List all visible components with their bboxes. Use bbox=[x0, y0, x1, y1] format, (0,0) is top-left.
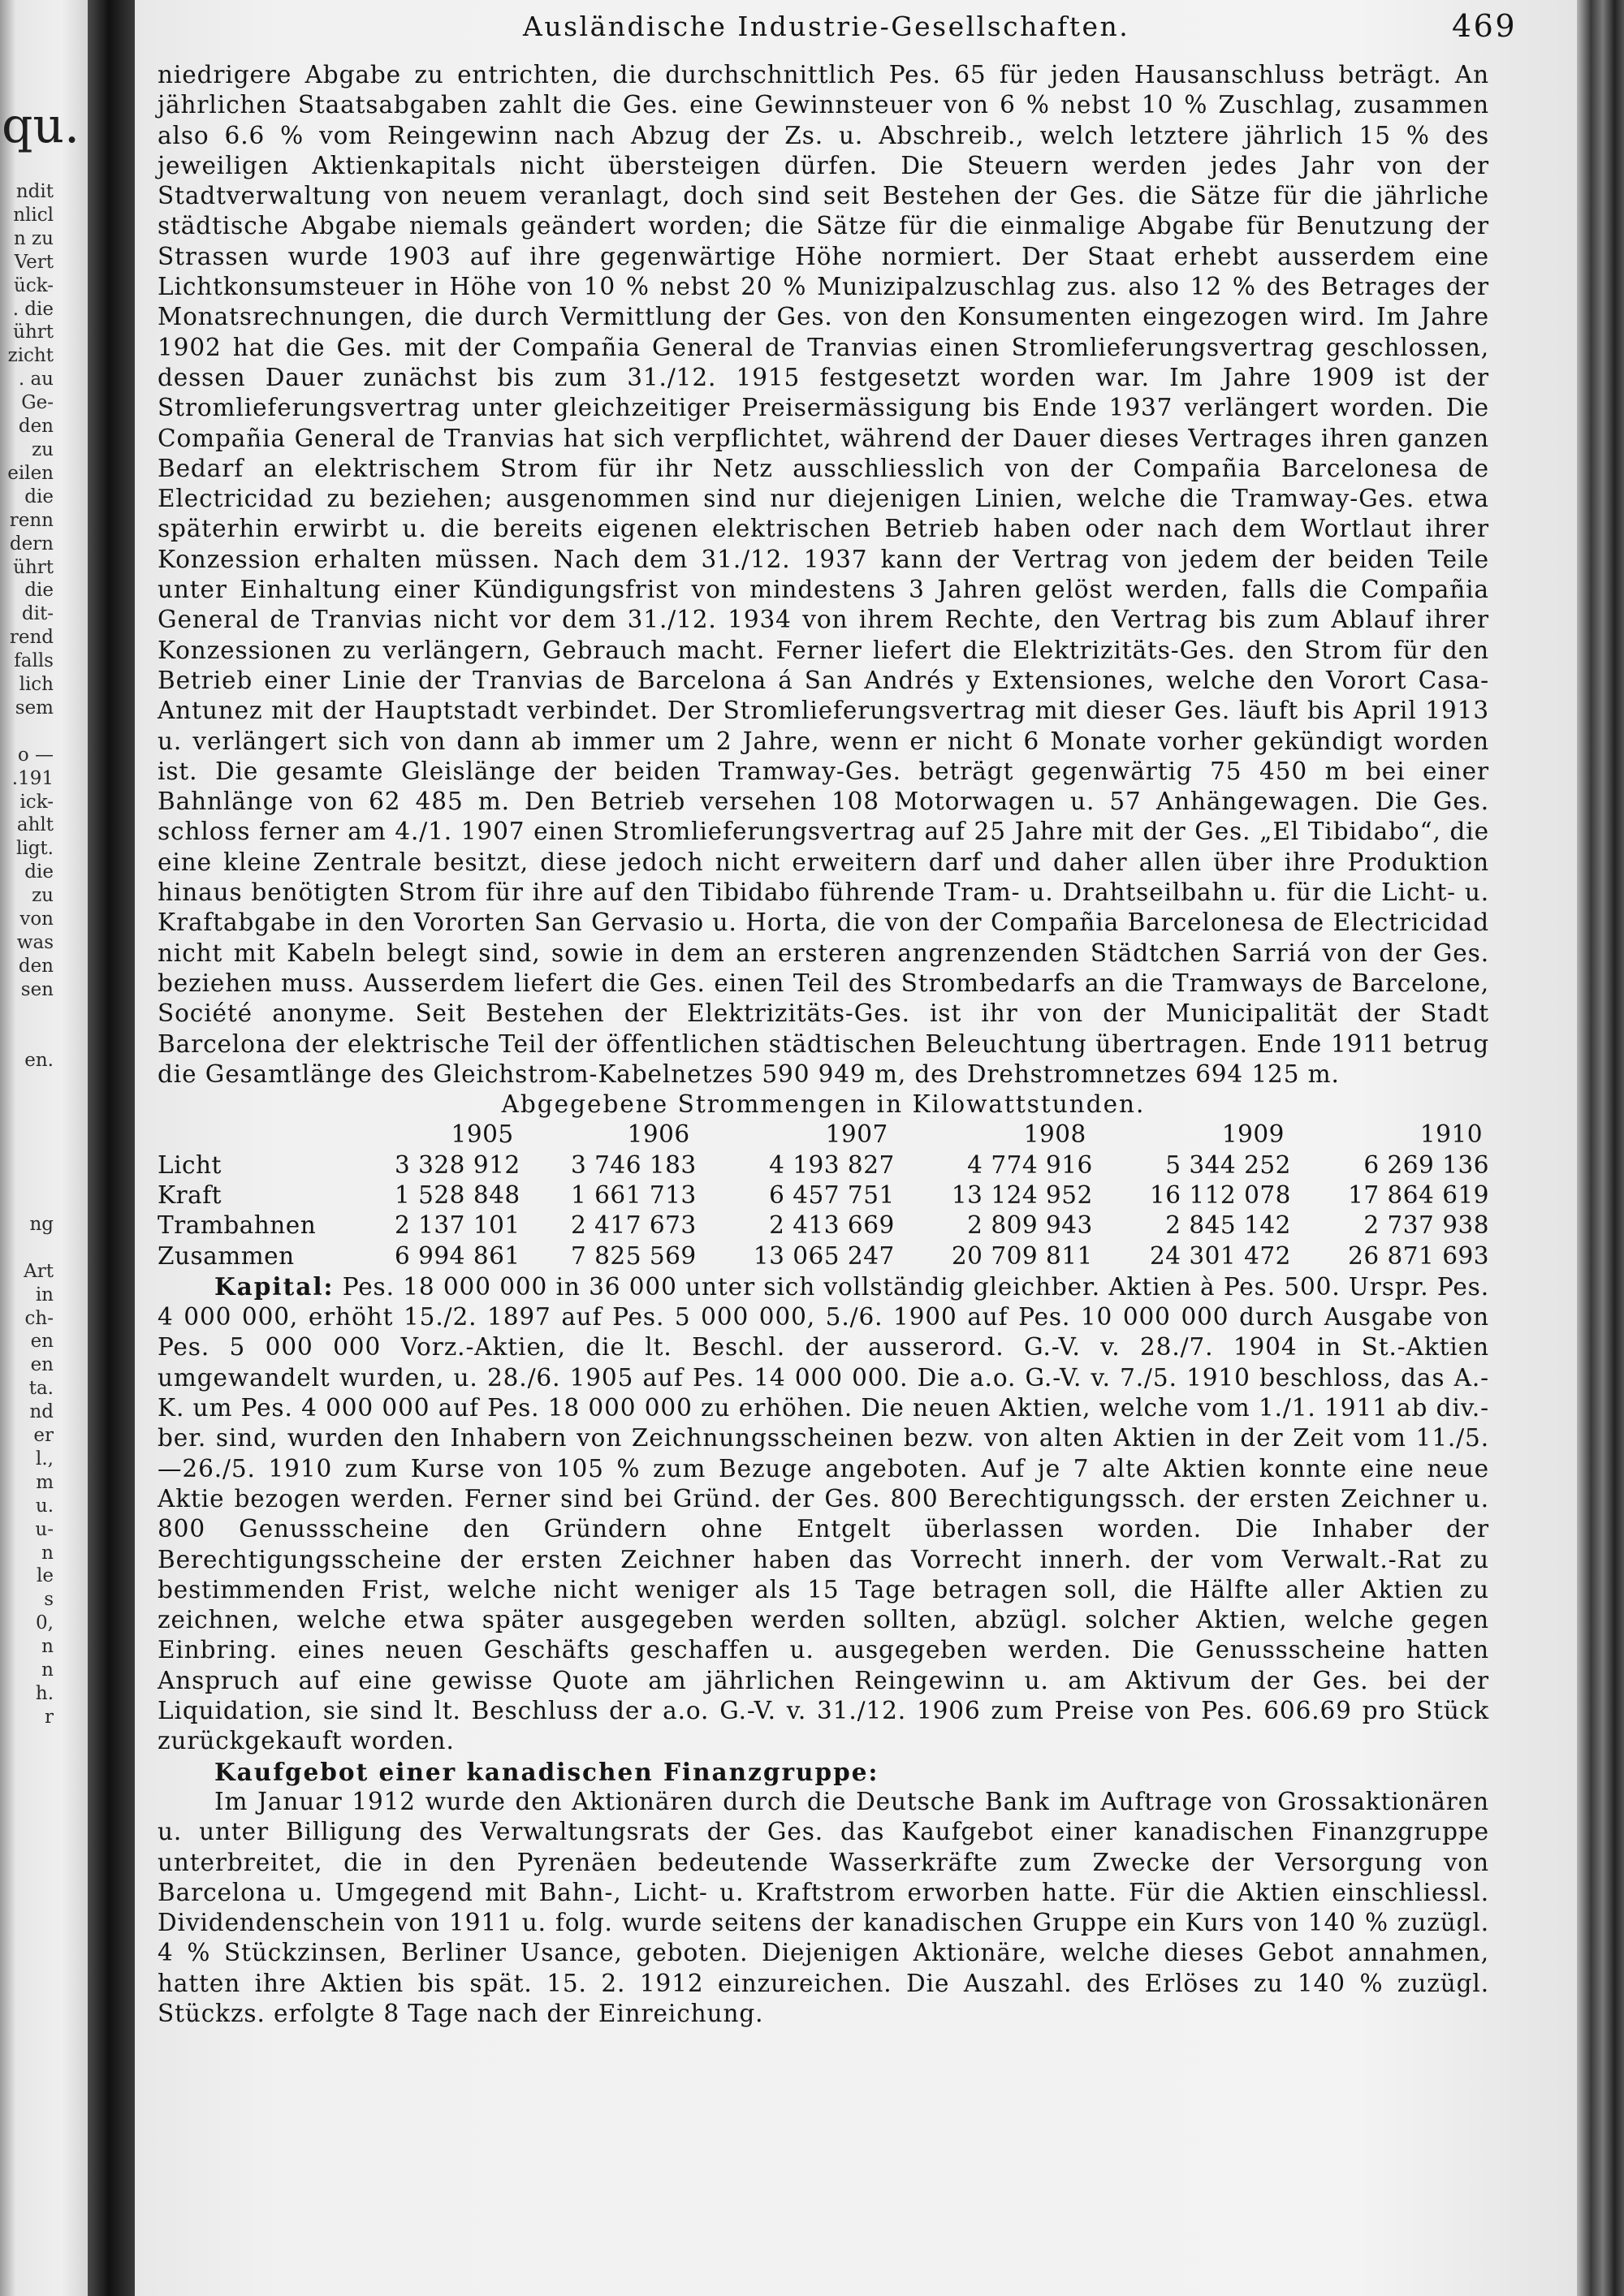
margin-fragment: Art bbox=[24, 1260, 54, 1282]
margin-fragment: den bbox=[18, 955, 54, 977]
running-header-title: Ausländische Industrie-Gesellschaften. bbox=[523, 11, 1130, 42]
table-cell: 3 328 912 bbox=[394, 1150, 520, 1179]
margin-fragment: falls bbox=[14, 650, 54, 672]
margin-fragment: ahlt bbox=[16, 814, 54, 836]
margin-fragment: u. bbox=[35, 1495, 54, 1517]
year-header: 1908 bbox=[1023, 1120, 1086, 1149]
margin-fragment: m bbox=[36, 1471, 54, 1493]
running-header bbox=[158, 8, 1517, 60]
table-cell: 26 871 693 bbox=[1348, 1241, 1489, 1270]
margin-fragment: . au bbox=[18, 369, 54, 391]
table-cell: 2 845 142 bbox=[1165, 1211, 1291, 1240]
margin-fragment: n bbox=[41, 1636, 54, 1658]
kapital-text: Pes. 18 000 000 in 36 000 unter sich vollständig gleichber. Aktien à Pes. 500. Urspr. Pes. 4 000 000, erhöht 15./2. 1897 auf Pes. 5 000 000, 5./6. 1900 auf Pes. 10 000 000 durch Ausgabe von Pes. 5 000 000 Vorz.-Aktien, die lt. Beschl. der ausserord. G.-V. v. 28./7. 1904 in St.-Aktien umgewandelt wurden, u. 28./6. 1905 auf Pes. 14 000 000. Die a.o. G.-V. v. 7./5. 1910 beschloss, das A.-K. um Pes. 4 000 000 auf Pes. 18 000 000 zu erhöhen. Die neuen Aktien, welche vom 1./1. 1911 ab div.-ber. sind, wurden den Inhabern von Zeichnungsscheinen bezw. von alten Aktien in der Zeit vom 11./5.—26./5. 1910 zum Kurse von 105 % zum Bezuge angeboten. Auf je 7 alte Aktien konnte eine neue Aktie bezogen werden. Ferner sind bei Gründ. der Ges. 800 Berechtigungssch. der ersten Zeichner u. 800 Genussscheine den Gründern ohne Entgelt überlassen worden. Die Inhaber der Berechtigungsscheine der ersten Zeichner haben das Vorrecht innerh. der vom Verwalt.-Rat zu bestimmenden Frist, welche nicht weniger als 15 Tage betragen soll, die Hälfte aller Aktien zu zeichnen, welche etwa später ausgegeben werden sollten, abzügl. solcher Aktien, welche gegen Einbring. eines neuen Geschäfts geschaffen u. ausgegeben werden. Die Genussscheine hatten Anspruch auf eine gewisse Quote am jährlichen Reingewinn u. am Aktivum der Ges. bei der Liquidation, sie sind lt. Beschluss der a.o. G.-V. v. 31./12. 1906 zum Preise von Pes. 606.69 pro Stück zurückgekauft worden. bbox=[158, 1272, 1489, 1755]
year-header: 1909 bbox=[1221, 1120, 1285, 1149]
table-row bbox=[158, 1211, 1489, 1241]
margin-fragment: ück- bbox=[14, 274, 54, 296]
margin-fragment: r bbox=[45, 1706, 54, 1728]
row-label: Trambahnen bbox=[158, 1211, 317, 1240]
margin-fragment: nd bbox=[29, 1401, 54, 1423]
margin-fragment: dern bbox=[9, 533, 54, 555]
margin-fragment: l., bbox=[36, 1448, 54, 1470]
paragraph-kapital bbox=[158, 1271, 1489, 1757]
margin-fragment bbox=[5, 1236, 88, 1260]
margin-fragment: rend bbox=[9, 627, 54, 649]
margin-fragment: o — bbox=[17, 744, 54, 766]
page-content bbox=[158, 8, 1517, 2029]
page-number: 469 bbox=[1451, 8, 1517, 44]
table-cell: 5 344 252 bbox=[1165, 1150, 1291, 1179]
margin-fragment bbox=[5, 1002, 88, 1025]
section-heading-kaufgebot: Kaufgebot einer kanadischen Finanzgruppe: bbox=[214, 1757, 879, 1786]
row-label: Zusammen bbox=[158, 1241, 295, 1270]
margin-fragment: .191 bbox=[11, 767, 54, 789]
margin-fragment: ng bbox=[29, 1213, 54, 1235]
facing-page-edge bbox=[0, 0, 88, 2296]
margin-fragment: zicht bbox=[7, 345, 54, 367]
row-label: Kraft bbox=[158, 1180, 222, 1209]
margin-fragment: ührt bbox=[13, 322, 54, 343]
table-row bbox=[158, 1150, 1489, 1180]
margin-fragment: ch- bbox=[24, 1307, 54, 1329]
table-header-row bbox=[158, 1120, 1489, 1150]
margin-fragment: ührt bbox=[13, 556, 54, 578]
row-label: Licht bbox=[158, 1150, 222, 1179]
margin-fragment: n zu bbox=[13, 227, 54, 249]
margin-fragment: die bbox=[24, 486, 54, 507]
table-cell: 20 709 811 bbox=[951, 1241, 1093, 1270]
paragraph-electricity-contracts: niedrigere Abgabe zu entrichten, die durchschnittlich Pes. 65 für jeden Hausanschluss beträgt. An jährlichen Staatsabgaben zahlt die Ges. eine Gewinnsteuer von 6 % nebst 10 % Zuschlag, zusammen also 6.6 % vom Reingewinn nach Abzug der Zs. u. Abschreib., welch letztere jährlich 15 % des jeweiligen Aktienkapitals nicht übersteigen dürfen. Die Steuern werden jedes Jahr von der Stadtverwaltung von neuem veranlagt, doch sind seit Bestehen der Ges. die Sätze für die jährliche städtische Abgabe niemals geändert worden; die Sätze für die einmalige Abgabe für Benutzung der Strassen wurde 1903 auf ihre gegenwärtige Höhe normiert. Der Staat erhebt ausserdem eine Lichtkonsumsteuer in Höhe von 10 % nebst 20 % Munizipalzuschlag zus. also 12 % des Betrages der Monatsrechnungen, die durch Vermittlung der Ges. von den Konsumenten eingezogen wird. Im Jahre 1902 hat die Ges. mit der Compañia General de Tranvias einen Stromlieferungsvertrag geschlossen, dessen Dauer zunächst bis zum 31./12. 1915 festgesetzt worden war. Im Jahre 1909 ist der Stromlieferungsvertrag unter gleichzeitiger Preisermässigung bis Ende 1937 verlängert worden. Die Compañia General de Tranvias hat sich verpflichtet, während der Dauer dieses Vertrages ihren ganzen Bedarf an elektrischem Strom für ihr Netz ausschliesslich von der Compañia Barcelonesa de Electricidad zu beziehen; ausgenommen sind nur diejenigen Linien, welche die Tramway-Ges. etwa späterhin erwirbt u. die bereits eigenen elektrischen Betrieb haben oder nach dem Wortlaut ihrer Konzession erhalten müssen. Nach dem 31./12. 1937 kann der Vertrag von jedem der beiden Teile unter Einhaltung einer Kündigungsfrist von mindestens 3 Jahren gelöst werden, falls die Compañia General de Tranvias nicht vor dem 31./12. 1934 von ihrem Rechte, den Vertrag bis zum Ablauf ihrer Konzessionen zu verlängern, Gebrauch macht. Ferner liefert die Elektrizitäts-Ges. den Strom für den Betrieb einer Linie der Tranvias de Barcelona á San Andrés y Extensiones, welche den Vorort Casa-Antunez mit der Hauptstadt verbindet. Der Stromlieferungsvertrag mit dieser Ges. läuft bis April 1913 u. verlängert sich von dann ab immer um 2 Jahre, wenn er nicht 6 Monate vorher gekündigt worden ist. Die gesamte Gleislänge der beiden Tramway-Ges. beträgt gegenwärtig 75 450 m bei einer Bahnlänge von 62 485 m. Den Betrieb versehen 108 Motorwagen u. 57 Anhängewagen. Die Ges. schloss ferner am 4./1. 1907 einen Stromlieferungsvertrag auf 25 Jahre mit der Ges. „El Tibidabo“, die eine kleine Zentrale besitzt, diese jedoch nicht erweitern darf und daher allen über ihre Produktion hinaus benötigten Strom für ihre auf den Tibidabo führende Tram- u. Drahtseilbahn u. für die Licht- u. Kraftabgabe in den Vororten San Gervasio u. Horta, die von der Compañia Barcelonesa de Electricidad nicht mit Kabeln belegt sind, sowie in dem an ersteren angrenzenden Städtchen Sarriá von der Ges. beziehen muss. Ausserdem liefert die Ges. einen Teil des Strombedarfs an die Tramways de Barcelone, Société anonyme. Seit Bestehen der Elektrizitäts-Ges. ist ihr von der Municipalität der Stadt Barcelona der elektrische Teil der öffentlichen städtischen Beleuchtung übertragen. Ende 1911 betrug die Gesamtlänge des Gleichstrom-Kabelnetzes 590 949 m, des Drehstromnetzes 694 125 m. bbox=[158, 61, 1489, 1088]
margin-fragment: dit- bbox=[21, 603, 54, 625]
margin-fragment: ligt. bbox=[16, 838, 54, 860]
margin-fragment bbox=[5, 1025, 88, 1049]
electricity-supply-table bbox=[158, 1120, 1489, 1271]
margin-fragment: lich bbox=[19, 674, 54, 696]
margin-fragment bbox=[5, 1189, 88, 1213]
table-cell: 6 994 861 bbox=[394, 1241, 520, 1270]
margin-fragment: was bbox=[16, 932, 54, 953]
margin-fragment: le bbox=[37, 1565, 54, 1587]
year-header: 1910 bbox=[1419, 1120, 1483, 1149]
table-title: Abgegebene Strommengen in Kilowattstunden. bbox=[501, 1090, 1146, 1119]
table-cell: 1 661 713 bbox=[571, 1180, 697, 1209]
margin-fragment: s bbox=[44, 1589, 54, 1611]
margin-fragment: en bbox=[30, 1354, 54, 1376]
year-header: 1906 bbox=[627, 1120, 690, 1149]
margin-fragment bbox=[5, 1072, 88, 1095]
margin-fragment bbox=[5, 1119, 88, 1142]
margin-fragment bbox=[5, 1166, 88, 1189]
margin-fragment: den bbox=[18, 416, 54, 438]
table-cell: 2 737 938 bbox=[1363, 1211, 1489, 1240]
year-header: 1907 bbox=[825, 1120, 888, 1149]
margin-fragment: renn bbox=[9, 509, 54, 531]
margin-fragment: zu bbox=[32, 438, 54, 460]
table-cell: 16 112 078 bbox=[1149, 1180, 1291, 1209]
margin-fragment: die bbox=[24, 580, 54, 602]
margin-fragment: 0, bbox=[36, 1612, 54, 1634]
table-cell: 1 528 848 bbox=[394, 1180, 520, 1209]
margin-fragment: ta. bbox=[28, 1378, 54, 1400]
margin-fragment: h. bbox=[35, 1683, 54, 1704]
margin-fragment: sen bbox=[20, 978, 54, 1000]
table-header-empty bbox=[158, 1120, 344, 1150]
margin-fragment: die bbox=[24, 861, 54, 883]
margin-fragment: ick- bbox=[19, 791, 54, 813]
margin-fragment bbox=[5, 1095, 88, 1119]
margin-fragment: n bbox=[41, 1659, 54, 1681]
table-cell: 4 193 827 bbox=[769, 1150, 895, 1179]
margin-fragment: en bbox=[30, 1331, 54, 1353]
book-page bbox=[135, 0, 1577, 2296]
margin-fragment: Vert bbox=[14, 251, 54, 273]
facing-page-text-fragments bbox=[5, 180, 88, 1729]
margin-fragment: n bbox=[41, 1542, 54, 1564]
margin-fragment: sem bbox=[15, 697, 54, 719]
table-cell: 6 269 136 bbox=[1363, 1150, 1489, 1179]
margin-fragment: zu bbox=[32, 885, 54, 907]
table-cell: 13 124 952 bbox=[951, 1180, 1093, 1209]
table-cell: 2 137 101 bbox=[394, 1211, 520, 1240]
table-cell: 17 864 619 bbox=[1348, 1180, 1489, 1209]
margin-fragment: Ge- bbox=[21, 392, 54, 414]
kapital-label: Kapital: bbox=[214, 1271, 335, 1301]
facing-page-heading-fragment: qu. bbox=[2, 97, 80, 154]
margin-fragment bbox=[5, 720, 88, 744]
table-cell: 2 809 943 bbox=[967, 1211, 1093, 1240]
table-cell: 2 413 669 bbox=[769, 1211, 895, 1240]
book-gutter bbox=[88, 0, 135, 2296]
margin-fragment bbox=[5, 1142, 88, 1166]
margin-fragment: ndit bbox=[15, 181, 54, 202]
margin-fragment: nlicl bbox=[13, 204, 54, 226]
table-cell: 4 774 916 bbox=[967, 1150, 1093, 1179]
margin-fragment: er bbox=[33, 1425, 54, 1447]
margin-fragment: u- bbox=[35, 1518, 54, 1540]
paragraph-kaufgebot: Im Januar 1912 wurde den Aktionären durch die Deutsche Bank im Auftrage von Grossaktionären u. unter Billigung des Verwaltungsrats der Ges. das Kaufgebot einer kanadischen Finanzgruppe unterbreitet, die in den Pyrenäen bedeutende Wasserkräfte zum Zwecke der Versorgung von Barcelona u. Umgegend mit Bahn-, Licht- u. Kraftstrom erworben hatte. Für die Aktien einschliessl. Dividendenschein von 1911 u. folg. wurde seitens der kanadischen Gruppe ein Kurs von 140 % zuzügl. 4 % Stückzinsen, Berliner Usance, geboten. Diejenigen Aktionäre, welche dieses Gebot annahmen, hatten ihre Aktien bis spät. 15. 2. 1912 einzureichen. Die Auszahl. des Erlöses zu 140 % zuzügl. Stückzs. erfolgte 8 Tage nach der Einreichung. bbox=[158, 1787, 1489, 2027]
margin-fragment: en. bbox=[24, 1049, 54, 1071]
table-cell: 7 825 569 bbox=[571, 1241, 697, 1270]
table-row bbox=[158, 1241, 1489, 1271]
margin-fragment: von bbox=[19, 908, 54, 930]
book-right-edge bbox=[1577, 0, 1624, 2296]
table-cell: 13 065 247 bbox=[753, 1241, 895, 1270]
table-cell: 2 417 673 bbox=[571, 1211, 697, 1240]
margin-fragment: eilen bbox=[7, 462, 54, 484]
table-cell: 6 457 751 bbox=[769, 1180, 895, 1209]
table-cell: 3 746 183 bbox=[571, 1150, 697, 1179]
margin-fragment: in bbox=[35, 1284, 54, 1306]
table-cell: 24 301 472 bbox=[1149, 1241, 1291, 1270]
margin-fragment: . die bbox=[12, 298, 54, 320]
year-header: 1905 bbox=[451, 1120, 514, 1149]
table-row bbox=[158, 1180, 1489, 1211]
